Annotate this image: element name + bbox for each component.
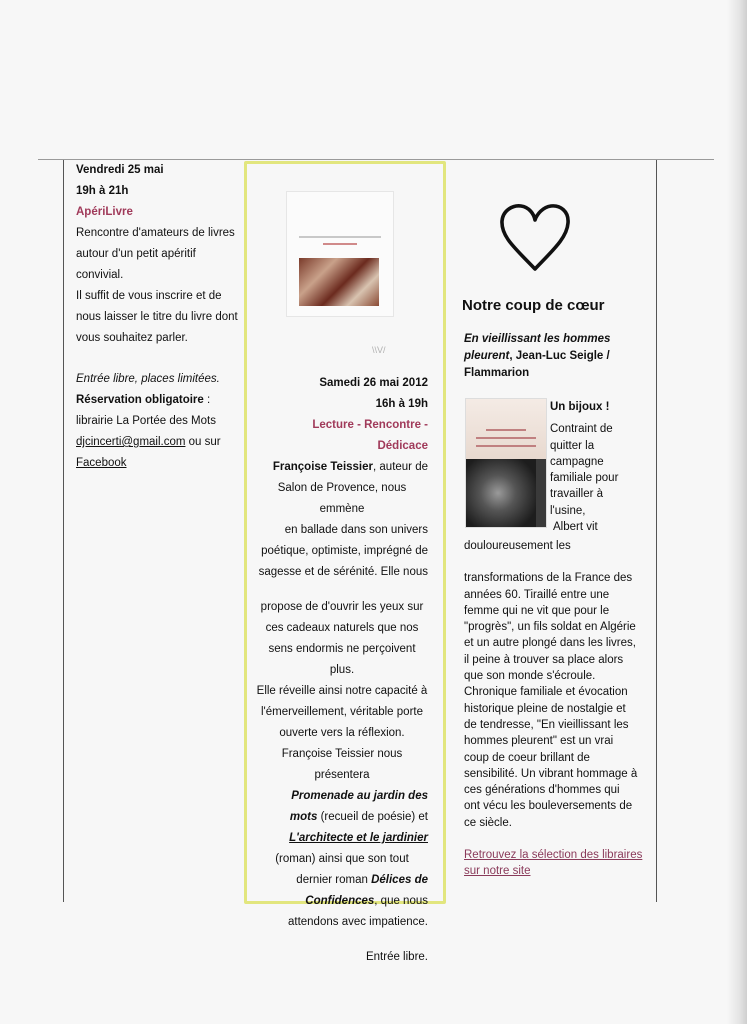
or-on-text: ou sur <box>185 436 221 448</box>
entry-note: Entrée libre, places limitées. <box>76 373 220 385</box>
event-date: Samedi 26 mai 2012 <box>319 377 428 389</box>
book-suffix: , que nous <box>374 895 428 907</box>
book-title: Confidences <box>305 895 375 907</box>
review-line: il peine à trouver sa place alors <box>464 653 624 666</box>
book-cover-image <box>286 191 394 317</box>
featured-book-author: , Jean-Luc Seigle / Flammarion <box>464 350 610 379</box>
heart-icon <box>498 203 572 273</box>
desc-line: sagesse et de sérénité. Elle nous <box>258 566 428 578</box>
desc-line: poétique, optimiste, imprégné de <box>261 545 428 557</box>
book-title: L'architecte et le jardinier <box>289 832 428 844</box>
review-aside <box>550 399 645 535</box>
review-line: de tendresse, "En vieillissant les <box>464 718 629 731</box>
reservation-label: Réservation obligatoire <box>76 394 204 406</box>
entry-note: Entrée libre. <box>365 951 428 963</box>
review-line: femme qui ne vit que pour le <box>464 604 610 617</box>
selection-link[interactable]: Retrouvez la sélection des libraires <box>464 849 643 862</box>
review-line: quitter la <box>550 439 595 452</box>
reservation-suffix: : <box>203 394 211 406</box>
review-line: l'usine, <box>550 504 586 517</box>
event-desc-line: Rencontre d'amateurs de livres <box>76 227 235 239</box>
desc-line: en ballade dans son univers <box>284 524 428 536</box>
review-line: Chronique familiale et évocation <box>464 686 628 699</box>
desc-line: Salon de Provence, nous emmène <box>277 482 407 515</box>
review-heading: Un bijoux ! <box>550 401 610 413</box>
review-line: douloureusement les <box>464 540 571 552</box>
desc-line: Françoise Teissier nous présentera <box>281 748 403 781</box>
event-time: 19h à 21h <box>76 185 129 197</box>
review-line: Albert vit <box>553 521 598 534</box>
event-desc-line: vous souhaitez parler. <box>76 332 188 344</box>
coup-de-coeur-heading: Notre coup de cœur <box>462 297 605 314</box>
book-prefix: dernier roman <box>296 874 372 886</box>
desc-line: l'émerveillement, véritable porte <box>261 706 423 718</box>
featured-book-title: En vieillissant les hommes pleurent <box>464 333 611 362</box>
book-title: Délices de <box>371 874 428 886</box>
closing-line: attendons avec impatience. <box>287 916 428 928</box>
review-line: ce siècle. <box>464 816 512 829</box>
book-note: (recueil de poésie) et <box>317 811 428 823</box>
author-name: Françoise Teissier <box>272 461 374 473</box>
event-title: ApériLivre <box>76 206 133 218</box>
facebook-link[interactable]: Facebook <box>76 457 127 469</box>
middle-event-column <box>256 373 428 968</box>
email-link[interactable]: djcincerti@gmail.com <box>76 436 186 448</box>
review-line: que son monde s'écroule. <box>464 670 596 683</box>
site-link[interactable]: sur notre site <box>464 865 531 878</box>
review-body <box>464 538 644 880</box>
review-line: et un autre plongé dans les livres, <box>464 637 636 650</box>
left-event-column <box>76 160 246 474</box>
event-time: 16h à 19h <box>375 398 428 410</box>
event-desc-line: nous laisser le titre du livre dont <box>76 311 238 323</box>
desc-line: sens endormis ne perçoivent plus. <box>268 643 416 676</box>
review-line: Contraint de <box>550 423 613 436</box>
right-column-rule <box>656 160 657 902</box>
event-title-line: Lecture - Rencontre - <box>312 419 428 431</box>
review-line: "progrès", un fils soldat en Algérie <box>464 621 636 634</box>
event-desc-line: Il suffit de vous inscrire et de <box>76 290 222 302</box>
review-line: transformations de la France des <box>464 572 633 585</box>
scan-mark: \\V/ <box>372 345 386 355</box>
desc-line: Elle réveille ainsi notre capacité à <box>256 685 428 697</box>
event-date: Vendredi 25 mai <box>76 164 164 176</box>
page-edge-shadow <box>727 0 747 1024</box>
review-line: familiale pour <box>550 472 619 485</box>
review-line: campagne <box>550 455 604 468</box>
bookshop-name: librairie La Portée des Mots <box>76 415 216 427</box>
review-line: travailler à <box>550 488 604 501</box>
book-title: Promenade au jardin des <box>291 790 428 802</box>
review-line: coup de coeur brillant de <box>464 751 590 764</box>
review-line: sensibilité. Un vibrant hommage à <box>464 767 638 780</box>
book-note: (roman) ainsi que son tout <box>275 853 409 865</box>
review-line: hommes pleurent" est un vrai <box>464 735 614 748</box>
review-line: ont vécu les bouleversements de <box>464 800 633 813</box>
desc-line: ouverte vers la réflexion. <box>279 727 405 739</box>
featured-book-cover <box>465 398 547 528</box>
event-desc-line: autour d'un petit apéritif convivial. <box>76 248 196 281</box>
event-title-line: Dédicace <box>377 440 428 452</box>
desc-text: , auteur de <box>373 461 428 473</box>
review-line: historique pleine de nostalgie et <box>464 702 626 715</box>
review-line: ces générations d'hommes qui <box>464 784 620 797</box>
desc-line: propose de d'ouvrir les yeux sur <box>260 601 424 613</box>
desc-line: ces cadeaux naturels que nos <box>265 622 419 634</box>
book-title: mots <box>289 811 318 823</box>
reservation-line <box>76 390 246 411</box>
book-title-line <box>464 331 634 382</box>
review-line: années 60. Tiraillé entre une <box>464 588 610 601</box>
left-column-rule <box>63 160 64 902</box>
contact-line <box>76 432 246 453</box>
